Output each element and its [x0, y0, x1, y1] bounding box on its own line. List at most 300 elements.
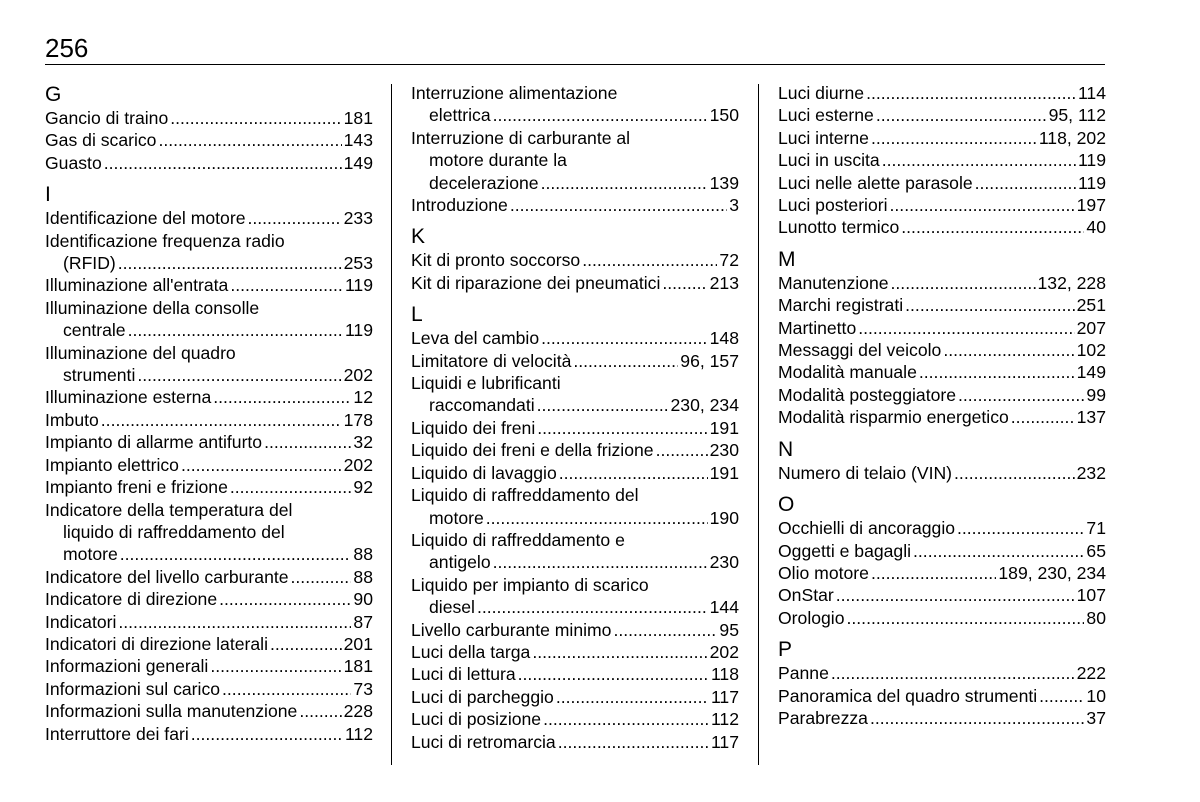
- index-entry: [411, 350, 739, 372]
- entry-page-ref: 230: [709, 440, 739, 461]
- entry-label: Gancio di traino: [45, 108, 169, 128]
- entry-label: Indicatori: [45, 611, 117, 632]
- entry-label: Manutenzione: [778, 272, 889, 293]
- dot-leader: [264, 431, 351, 453]
- index-entry: [411, 484, 739, 529]
- entry-row: [411, 663, 739, 685]
- index-entry: [411, 372, 739, 417]
- index-entry: [778, 172, 1106, 194]
- entry-page-ref: 118: [710, 664, 739, 685]
- entry-page-ref: 92: [353, 477, 373, 498]
- index-section: [778, 492, 1106, 629]
- entry-text-line: Illuminazione della consolle: [45, 297, 260, 318]
- entry-page-ref: 3: [729, 195, 739, 216]
- entry-label: Luci in uscita: [778, 150, 880, 171]
- index-entry: [411, 731, 739, 753]
- entry-page-ref: 119: [344, 275, 373, 296]
- entry-label: Illuminazione all'entrata: [45, 275, 229, 296]
- entry-row: [411, 686, 739, 708]
- entry-page-ref: 90: [353, 589, 373, 610]
- index-section: [411, 224, 739, 294]
- entry-text-line: Illuminazione del quadro: [45, 342, 236, 363]
- entry-row: [778, 517, 1106, 539]
- dot-leader: [871, 127, 1037, 149]
- entry-row: [45, 655, 373, 677]
- entry-label: Luci della targa: [411, 641, 531, 662]
- entry-label: OnStar: [778, 585, 834, 606]
- entry-label: Modalità risparmio energetico: [778, 407, 1009, 428]
- entry-label: Messaggi del veicolo: [778, 340, 942, 361]
- index-entry: [45, 588, 373, 610]
- entry-row: [45, 611, 373, 633]
- dot-leader: [901, 216, 1084, 238]
- entry-label: Introduzione: [411, 195, 508, 216]
- dot-leader: [537, 394, 669, 416]
- entry-page-ref: 65: [1086, 540, 1106, 561]
- entry-row: [778, 194, 1106, 216]
- dot-leader: [541, 327, 708, 349]
- index-entry: [411, 641, 739, 663]
- index-entry: [45, 633, 373, 655]
- entry-label: Luci di posizione: [411, 709, 542, 730]
- entry-label: Kit di riparazione dei pneumatici: [411, 272, 661, 293]
- index-entry: [778, 662, 1106, 684]
- entry-row: [45, 633, 373, 655]
- entry-page-ref: 202: [709, 641, 739, 662]
- index-entry: [45, 297, 373, 342]
- entry-row: [411, 394, 739, 416]
- dot-leader: [958, 384, 1084, 406]
- entry-label: motore: [429, 507, 484, 528]
- dot-leader: [170, 107, 341, 129]
- entry-row: [778, 82, 1106, 104]
- entry-label: centrale: [63, 320, 126, 341]
- entry-label: Oggetti e bagagli: [778, 540, 912, 561]
- index-entry: [45, 152, 373, 174]
- dot-leader: [957, 517, 1084, 539]
- dot-leader: [213, 386, 351, 408]
- entry-row: [45, 129, 373, 151]
- entry-row: [778, 339, 1106, 361]
- index-entry: [778, 562, 1106, 584]
- entry-row: [411, 439, 739, 461]
- index-entry: [45, 499, 373, 566]
- dot-leader: [210, 655, 341, 677]
- index-entry: [778, 406, 1106, 428]
- entry-row: [778, 172, 1106, 194]
- dot-leader: [537, 417, 707, 439]
- entry-page-ref: 181: [343, 656, 373, 677]
- entry-label: Informazioni generali: [45, 656, 209, 677]
- index-entry: [45, 476, 373, 498]
- entry-row: [45, 566, 373, 588]
- dot-leader: [191, 723, 343, 745]
- entry-label: Modalità posteggiatore: [778, 384, 957, 405]
- entry-row: [778, 294, 1106, 316]
- entry-label: raccomandati: [429, 395, 535, 416]
- entry-label: motore: [63, 544, 118, 565]
- dot-leader: [104, 152, 342, 174]
- index-entry: [411, 249, 739, 271]
- index-entry: [778, 384, 1106, 406]
- entry-row: [778, 707, 1106, 729]
- column-divider: [758, 84, 759, 765]
- entry-page-ref: 201: [343, 633, 373, 654]
- entry-label: Leva del cambio: [411, 328, 540, 349]
- dot-leader: [118, 252, 342, 274]
- entry-page-ref: 251: [1076, 295, 1106, 316]
- dot-leader: [518, 663, 709, 685]
- entry-page-ref: 117: [710, 731, 739, 752]
- dot-leader: [582, 249, 717, 271]
- entry-row: [45, 107, 373, 129]
- dot-leader: [118, 611, 351, 633]
- index-entry: [778, 361, 1106, 383]
- dot-leader: [905, 294, 1074, 316]
- entry-page-ref: 150: [709, 105, 739, 126]
- entry-page-ref: 32: [353, 432, 373, 453]
- entry-row: [778, 149, 1106, 171]
- index-entry: [411, 327, 739, 349]
- entry-row: [45, 409, 373, 431]
- entry-page-ref: 12: [353, 387, 373, 408]
- entry-row: [778, 406, 1106, 428]
- entry-row: [411, 507, 739, 529]
- dot-leader: [270, 633, 342, 655]
- dot-leader: [876, 104, 1047, 126]
- entry-row: [45, 678, 373, 700]
- entry-page-ref: 119: [344, 320, 373, 341]
- entry-label: Luci nelle alette parasole: [778, 172, 973, 193]
- index-column-2: [411, 82, 739, 761]
- entry-page-ref: 137: [1076, 407, 1106, 428]
- entry-row: [45, 274, 373, 296]
- index-section: [778, 437, 1106, 484]
- index-entry: [411, 439, 739, 461]
- index-entry: [778, 584, 1106, 606]
- entry-row: [411, 731, 739, 753]
- entry-page-ref: 132, 228: [1037, 272, 1106, 293]
- entry-label: Modalità manuale: [778, 362, 917, 383]
- entry-row: [45, 152, 373, 174]
- entry-row: [411, 104, 739, 126]
- index-entry: [45, 454, 373, 476]
- dot-leader: [541, 172, 708, 194]
- entry-page-ref: 253: [343, 253, 373, 274]
- entry-page-ref: 233: [343, 208, 373, 229]
- entry-label: Illuminazione esterna: [45, 387, 212, 408]
- entry-page-ref: 87: [353, 611, 373, 632]
- index-entry: [45, 129, 373, 151]
- entry-page-ref: 139: [709, 172, 739, 193]
- entry-page-ref: 148: [709, 328, 739, 349]
- entry-row: [778, 685, 1106, 707]
- entry-label: Gas di scarico: [45, 130, 157, 151]
- entry-label: Impianto freni e frizione: [45, 477, 228, 498]
- index-entry: [778, 317, 1106, 339]
- entry-page-ref: 10: [1086, 685, 1106, 706]
- index-entry: [778, 462, 1106, 484]
- index-entry: [45, 409, 373, 431]
- dot-leader: [662, 272, 707, 294]
- dot-leader: [510, 194, 727, 216]
- index-entry: [45, 207, 373, 229]
- index-section: [411, 302, 739, 753]
- entry-page-ref: 117: [710, 686, 739, 707]
- entry-label: Luci diurne: [778, 83, 865, 103]
- index-entry: [45, 611, 373, 633]
- entry-label: Guasto: [45, 152, 102, 173]
- entry-page-ref: 114: [1077, 83, 1106, 103]
- entry-page-ref: 178: [343, 409, 373, 430]
- header-rule: [45, 64, 1105, 65]
- entry-row: [778, 127, 1106, 149]
- entry-text-line: Liquido di raffreddamento e: [411, 529, 625, 550]
- index-column-3: [778, 82, 1106, 737]
- dot-leader: [219, 588, 351, 610]
- entry-page-ref: 190: [709, 507, 739, 528]
- entry-row: [778, 104, 1106, 126]
- entry-text-line: liquido di raffreddamento del: [63, 521, 285, 542]
- entry-row: [411, 172, 739, 194]
- entry-label: Olio motore: [778, 562, 869, 583]
- dot-leader: [1011, 406, 1075, 428]
- entry-page-ref: 143: [343, 130, 373, 151]
- entry-page-ref: 37: [1086, 707, 1106, 728]
- entry-label: strumenti: [63, 365, 136, 386]
- entry-page-ref: 102: [1076, 340, 1106, 361]
- entry-label: Luci interne: [778, 127, 869, 148]
- entry-label: Liquido dei freni: [411, 417, 536, 438]
- dot-leader: [128, 319, 343, 341]
- entry-page-ref: 149: [1076, 362, 1106, 383]
- dot-leader: [870, 707, 1084, 729]
- dot-leader: [556, 686, 709, 708]
- dot-leader: [613, 619, 717, 641]
- index-section: [778, 247, 1106, 429]
- entry-label: Indicatore del livello carburante: [45, 566, 289, 587]
- index-entry: [778, 540, 1106, 562]
- dot-leader: [656, 439, 708, 461]
- dot-leader: [919, 361, 1075, 383]
- entry-text-line: Liquido di raffreddamento del: [411, 485, 639, 506]
- entry-label: Interruttore dei fari: [45, 723, 189, 744]
- entry-row: [45, 723, 373, 745]
- entry-label: Orologio: [778, 607, 845, 628]
- entry-label: Imbuto: [45, 409, 99, 430]
- entry-page-ref: 207: [1076, 317, 1106, 338]
- index-entry: [411, 708, 739, 730]
- entry-page-ref: 119: [1077, 172, 1106, 193]
- entry-page-ref: 99: [1086, 384, 1106, 405]
- dot-leader: [1039, 685, 1084, 707]
- entry-row: [411, 596, 739, 618]
- dot-leader: [248, 207, 342, 229]
- entry-row: [45, 543, 373, 565]
- dot-leader: [299, 700, 341, 722]
- dot-leader: [858, 317, 1074, 339]
- entry-row: [411, 327, 739, 349]
- entry-page-ref: 202: [343, 365, 373, 386]
- dot-leader: [836, 584, 1075, 606]
- entry-row: [45, 588, 373, 610]
- index-entry: [411, 462, 739, 484]
- entry-page-ref: 149: [343, 152, 373, 173]
- entry-label: Luci esterne: [778, 105, 874, 126]
- entry-row: [778, 562, 1106, 584]
- entry-label: Luci di retromarcia: [411, 731, 556, 752]
- entry-page-ref: 40: [1086, 217, 1106, 238]
- index-column-1: [45, 82, 373, 753]
- dot-leader: [181, 454, 342, 476]
- dot-leader: [573, 350, 678, 372]
- section-letter: M: [778, 247, 796, 271]
- index-entry: [411, 619, 739, 641]
- entry-label: Informazioni sulla manutenzione: [45, 701, 298, 722]
- index-entry: [778, 272, 1106, 294]
- entry-label: Marchi registrati: [778, 295, 904, 316]
- index-entry: [411, 127, 739, 194]
- entry-label: decelerazione: [429, 172, 539, 193]
- index-entry: [411, 194, 739, 216]
- entry-page-ref: 118, 202: [1038, 127, 1106, 148]
- index-entry: [778, 685, 1106, 707]
- index-entry: [778, 82, 1106, 104]
- index-entry: [778, 339, 1106, 361]
- index-entry: [778, 607, 1106, 629]
- dot-leader: [831, 662, 1075, 684]
- dot-leader: [890, 194, 1075, 216]
- dot-leader: [866, 82, 1076, 104]
- dot-leader: [230, 274, 343, 296]
- entry-text-line: Interruzione alimentazione: [411, 83, 618, 103]
- entry-label: Parabrezza: [778, 707, 868, 728]
- section-letter: I: [45, 183, 51, 207]
- entry-page-ref: 213: [709, 272, 739, 293]
- entry-row: [778, 540, 1106, 562]
- dot-leader: [532, 641, 707, 663]
- section-letter: N: [778, 437, 794, 461]
- entry-label: diesel: [429, 597, 475, 618]
- entry-page-ref: 112: [344, 723, 373, 744]
- index-entry: [45, 274, 373, 296]
- entry-label: Identificazione del motore: [45, 208, 246, 229]
- index-section: [411, 82, 739, 216]
- entry-page-ref: 181: [343, 108, 373, 128]
- entry-row: [778, 607, 1106, 629]
- dot-leader: [943, 339, 1074, 361]
- index-entry: [778, 216, 1106, 238]
- entry-label: Lunotto termico: [778, 217, 900, 238]
- dot-leader: [222, 678, 351, 700]
- index-entry: [45, 107, 373, 129]
- entry-row: [778, 384, 1106, 406]
- entry-row: [45, 252, 373, 274]
- index-entry: [778, 294, 1106, 316]
- entry-row: [411, 194, 739, 216]
- entry-page-ref: 107: [1076, 585, 1106, 606]
- entry-label: Luci di parcheggio: [411, 686, 554, 707]
- entry-row: [45, 386, 373, 408]
- entry-page-ref: 73: [353, 678, 373, 699]
- entry-page-ref: 88: [353, 566, 373, 587]
- dot-leader: [230, 476, 352, 498]
- entry-row: [45, 476, 373, 498]
- index-section: [778, 637, 1106, 729]
- dot-leader: [559, 462, 708, 484]
- entry-label: (RFID): [63, 253, 116, 274]
- dot-leader: [975, 172, 1076, 194]
- entry-label: Kit di pronto soccorso: [411, 250, 581, 271]
- entry-label: Panne: [778, 663, 829, 684]
- dot-leader: [137, 364, 341, 386]
- dot-leader: [558, 731, 709, 753]
- dot-leader: [101, 409, 342, 431]
- entry-label: Limitatore di velocità: [411, 350, 572, 371]
- entry-row: [411, 417, 739, 439]
- entry-row: [411, 619, 739, 641]
- section-letter: G: [45, 83, 62, 106]
- index-entry: [411, 529, 739, 574]
- section-letter: K: [411, 225, 426, 249]
- entry-label: Occhielli di ancoraggio: [778, 518, 956, 539]
- dot-leader: [120, 543, 352, 565]
- entry-label: Panoramica del quadro strumenti: [778, 685, 1038, 706]
- index-section: [778, 82, 1106, 239]
- index-entry: [411, 82, 739, 127]
- entry-page-ref: 119: [1077, 150, 1106, 171]
- entry-page-ref: 232: [1076, 462, 1106, 483]
- entry-text-line: Interruzione di carburante al: [411, 127, 631, 148]
- entry-text-line: motore durante la: [429, 150, 567, 171]
- entry-label: Indicatori di direzione laterali: [45, 633, 268, 654]
- entry-row: [778, 584, 1106, 606]
- entry-row: [45, 454, 373, 476]
- entry-page-ref: 80: [1086, 607, 1106, 628]
- index-section: [45, 82, 373, 174]
- index-entry: [778, 707, 1106, 729]
- index-entry: [45, 431, 373, 453]
- entry-page-ref: 88: [353, 544, 373, 565]
- entry-label: Impianto di allarme antifurto: [45, 432, 263, 453]
- entry-row: [411, 272, 739, 294]
- entry-label: elettrica: [429, 105, 491, 126]
- entry-label: Liquido di lavaggio: [411, 462, 557, 483]
- entry-row: [778, 462, 1106, 484]
- entry-page-ref: 95: [719, 619, 739, 640]
- index-entry: [778, 127, 1106, 149]
- dot-leader: [891, 272, 1036, 294]
- entry-row: [778, 361, 1106, 383]
- entry-row: [411, 641, 739, 663]
- dot-leader: [954, 462, 1075, 484]
- entry-row: [411, 551, 739, 573]
- entry-label: Luci di lettura: [411, 664, 516, 685]
- index-entry: [411, 686, 739, 708]
- entry-page-ref: 189, 230, 234: [998, 562, 1106, 583]
- entry-row: [45, 364, 373, 386]
- entry-row: [411, 350, 739, 372]
- entry-text-line: Identificazione frequenza radio: [45, 230, 285, 251]
- entry-label: Numero di telaio (VIN): [778, 462, 953, 483]
- index-entry: [45, 678, 373, 700]
- dot-leader: [291, 566, 352, 588]
- index-entry: [778, 149, 1106, 171]
- section-letter: P: [778, 638, 793, 662]
- entry-label: Indicatore di direzione: [45, 589, 218, 610]
- entry-text-line: Liquidi e lubrificanti: [411, 373, 561, 394]
- dot-leader: [847, 607, 1085, 629]
